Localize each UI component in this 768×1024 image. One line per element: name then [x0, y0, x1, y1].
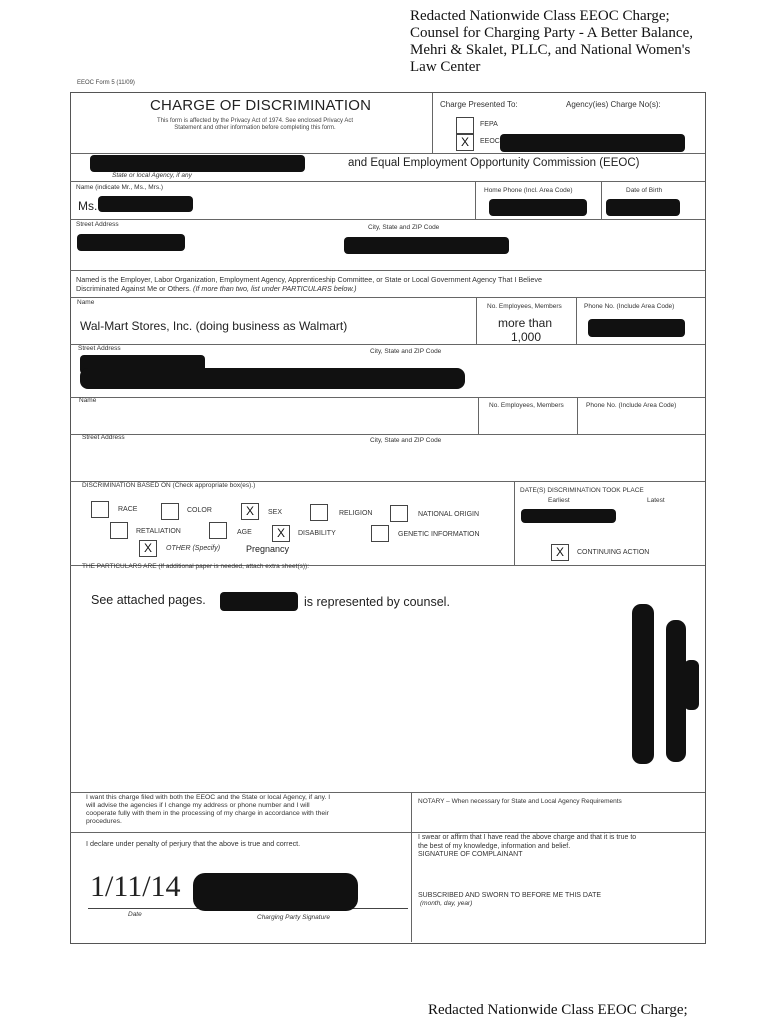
- employer-street-label: Street Address: [78, 345, 121, 352]
- second-employer-name-label: Name: [79, 397, 97, 404]
- named-employer-line1: Named is the Employer, Labor Organization, Employment Agency, Apprenticeship Committee, or State or Local Government Agency That I Believe: [76, 275, 542, 284]
- discrimination-based-on-label: DISCRIMINATION BASED ON (Check appropriate box(es).): [82, 482, 256, 489]
- header-note-line: Redacted Nationwide Class EEOC Charge;: [410, 8, 670, 24]
- latest-label: Latest: [647, 497, 665, 504]
- fepa-checkbox[interactable]: [456, 117, 474, 134]
- employer-name-label: Name: [77, 299, 95, 306]
- want-charge-line: I want this charge filed with both the EEOC and the State or local Agency, if any. I: [86, 794, 331, 801]
- disability-checkbox[interactable]: X: [272, 525, 290, 542]
- no-employees-line2: 1,000: [511, 330, 542, 344]
- redaction-earliest-date: [521, 509, 616, 523]
- retaliation-label: RETALIATION: [136, 528, 181, 535]
- continuing-action-checkbox[interactable]: X: [551, 544, 569, 561]
- swear-line: I swear or affirm that I have read the above charge and that it is true to: [418, 834, 637, 841]
- color-checkbox[interactable]: [161, 503, 179, 520]
- sex-label: SEX: [268, 509, 283, 516]
- retaliation-checkbox[interactable]: [110, 522, 128, 539]
- age-checkbox[interactable]: [209, 522, 227, 539]
- redaction-street-address: [77, 234, 185, 251]
- form-number: EEOC Form 5 (11/09): [77, 80, 135, 86]
- named-employer-line2: [76, 284, 357, 293]
- named-employer-italic: (If more than two, list under PARTICULARS below.): [193, 284, 357, 293]
- want-charge-filed-text: [86, 794, 330, 826]
- no-employees-label: No. Employees, Members: [487, 303, 562, 310]
- redaction-complainant-name: [98, 196, 193, 212]
- sex-checkbox[interactable]: X: [241, 503, 259, 520]
- declare-label: I declare under penalty of perjury that the above is true and correct.: [86, 839, 301, 848]
- redaction-signature: [193, 873, 358, 911]
- employer-city-label: City, State and ZIP Code: [370, 348, 442, 355]
- second-street-label: Street Address: [82, 434, 125, 441]
- subscribed-label: SUBSCRIBED AND SWORN TO BEFORE ME THIS DATE: [418, 892, 602, 899]
- home-phone-label: Home Phone (Incl. Area Code): [484, 187, 573, 194]
- national-origin-checkbox[interactable]: [390, 505, 408, 522]
- want-charge-line: cooperate fully with them in the processing of my charge in accordance with their: [86, 810, 329, 817]
- date-label: Date: [128, 911, 142, 918]
- eeoc-checkbox[interactable]: X: [456, 134, 474, 151]
- race-label: RACE: [118, 506, 138, 513]
- continuing-action-label: CONTINUING ACTION: [577, 549, 650, 556]
- privacy-note-line: Statement and other information before completing this form.: [174, 125, 336, 131]
- name-label: Name (indicate Mr., Ms., Mrs.): [76, 184, 164, 191]
- header-note: [410, 8, 760, 76]
- other-value: Pregnancy: [246, 544, 290, 554]
- redaction-employer-address: [80, 368, 465, 389]
- city-state-zip-label: City, State and ZIP Code: [368, 224, 440, 231]
- header-note-line: Counsel for Charging Party - A Better Balance,: [410, 25, 694, 41]
- name-prefix: Ms.: [78, 199, 98, 213]
- redaction-margin-mark-2: [666, 620, 686, 762]
- religion-label: RELIGION: [339, 510, 373, 517]
- earliest-label: Earliest: [548, 497, 570, 504]
- street-address-label: Street Address: [76, 221, 119, 228]
- want-charge-line: will advise the agencies if I change my address or phone number and I will: [86, 802, 310, 809]
- dates-label: DATE(S) DISCRIMINATION TOOK PLACE: [520, 487, 644, 494]
- color-label: COLOR: [187, 507, 212, 514]
- employer-name: Wal-Mart Stores, Inc. (doing business as Walmart): [80, 319, 348, 333]
- and-eeoc-text: and Equal Employment Opportunity Commission (EEOC): [348, 157, 640, 169]
- employer-phone-label: Phone No. (Include Area Code): [584, 303, 675, 310]
- privacy-note: [100, 118, 410, 132]
- month-day-year-label: (month, day, year): [420, 900, 473, 907]
- fepa-label: FEPA: [480, 121, 498, 128]
- age-label: AGE: [237, 529, 252, 536]
- want-charge-line: procedures.: [86, 818, 122, 825]
- disability-label: DISABILITY: [298, 530, 336, 537]
- privacy-note-line: This form is affected by the Privacy Act of 1974. See enclosed Privacy Act: [157, 118, 353, 124]
- redaction-charge-number: [500, 134, 685, 152]
- redaction-city-state-zip: [344, 237, 509, 254]
- eeoc-label: EEOC: [480, 138, 500, 145]
- genetic-information-checkbox[interactable]: [371, 525, 389, 542]
- second-city-label: City, State and ZIP Code: [370, 437, 442, 444]
- redaction-complainant-name-particulars: [220, 592, 298, 611]
- redaction-home-phone: [489, 199, 587, 216]
- charging-party-signature-label: Charging Party Signature: [257, 914, 330, 921]
- named-employer-text: Discriminated Against Me or Others.: [76, 284, 192, 293]
- particulars-label: THE PARTICULARS ARE (If additional paper is needed, attach extra sheet(s)):: [82, 563, 310, 570]
- charge-presented-to: Charge Presented To:: [440, 100, 518, 109]
- signature-of-complainant-label: SIGNATURE OF COMPLAINANT: [418, 851, 523, 858]
- other-label: OTHER (Specify): [166, 545, 221, 552]
- national-origin-label: NATIONAL ORIGIN: [418, 511, 480, 518]
- redaction-state-agency: [90, 155, 305, 172]
- particulars-text-1: See attached pages.: [91, 593, 206, 607]
- redaction-employer-phone: [588, 319, 685, 337]
- header-note-line: Law Center: [410, 59, 481, 75]
- particulars-text-2: is represented by counsel.: [304, 595, 450, 609]
- other-checkbox[interactable]: X: [139, 540, 157, 557]
- redaction-margin-mark-3: [684, 660, 699, 710]
- footer-note: Redacted Nationwide Class EEOC Charge;: [428, 1002, 688, 1018]
- no-employees-line1: more than: [498, 316, 553, 330]
- redaction-margin-mark-1: [632, 604, 654, 764]
- dob-label: Date of Birth: [626, 187, 663, 194]
- second-no-employees-label: No. Employees, Members: [489, 402, 564, 409]
- swear-text: [418, 834, 636, 860]
- state-agency-label: State or local Agency, if any: [112, 172, 192, 179]
- swear-line: the best of my knowledge, information and belief.: [418, 842, 571, 850]
- redaction-dob: [606, 199, 680, 216]
- second-phone-label: Phone No. (Include Area Code): [586, 402, 677, 409]
- race-checkbox[interactable]: [91, 501, 109, 518]
- form-title: CHARGE OF DISCRIMINATION: [150, 97, 372, 114]
- header-note-line: Mehri & Skalet, PLLC, and National Women's: [410, 42, 691, 58]
- religion-checkbox[interactable]: [310, 504, 328, 521]
- notary-label: NOTARY – When necessary for State and Local Agency Requirements: [418, 798, 622, 805]
- genetic-information-label: GENETIC INFORMATION: [398, 531, 480, 538]
- agency-charge-nos: Agency(ies) Charge No(s):: [566, 100, 661, 109]
- signature-date: 1/11/14: [90, 870, 181, 903]
